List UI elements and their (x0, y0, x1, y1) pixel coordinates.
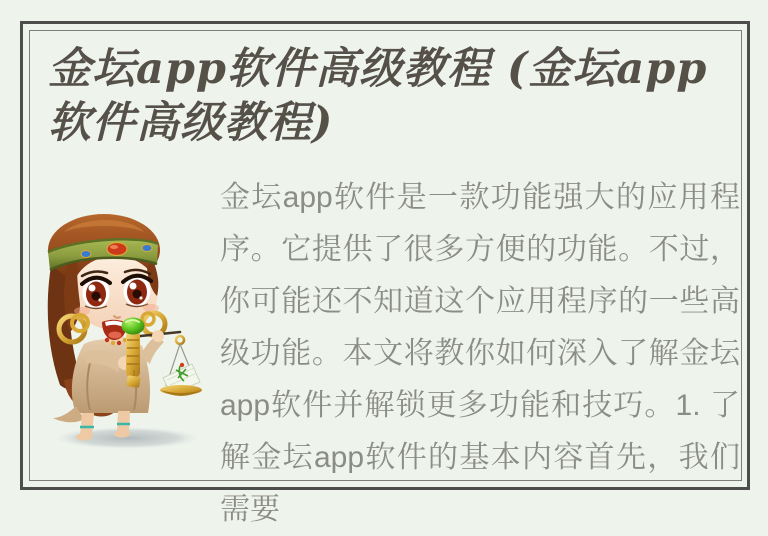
mascot-illustration-svg (30, 180, 220, 465)
article-content (30, 172, 740, 526)
article-body: 金坛app软件是一款功能强大的应用程序。它提供了很多方便的功能。不过，你可能还不知道这个应用程序的一些高级功能。本文将教你如何深入了解金坛app软件并解锁更多功能和技巧。1. 了解金坛app软件的基本内容首先，我们需要 (220, 181, 740, 526)
page-title: 金坛app软件高级教程 (金坛app软件高级教程) (48, 44, 708, 148)
mascot-illustration (30, 180, 220, 465)
